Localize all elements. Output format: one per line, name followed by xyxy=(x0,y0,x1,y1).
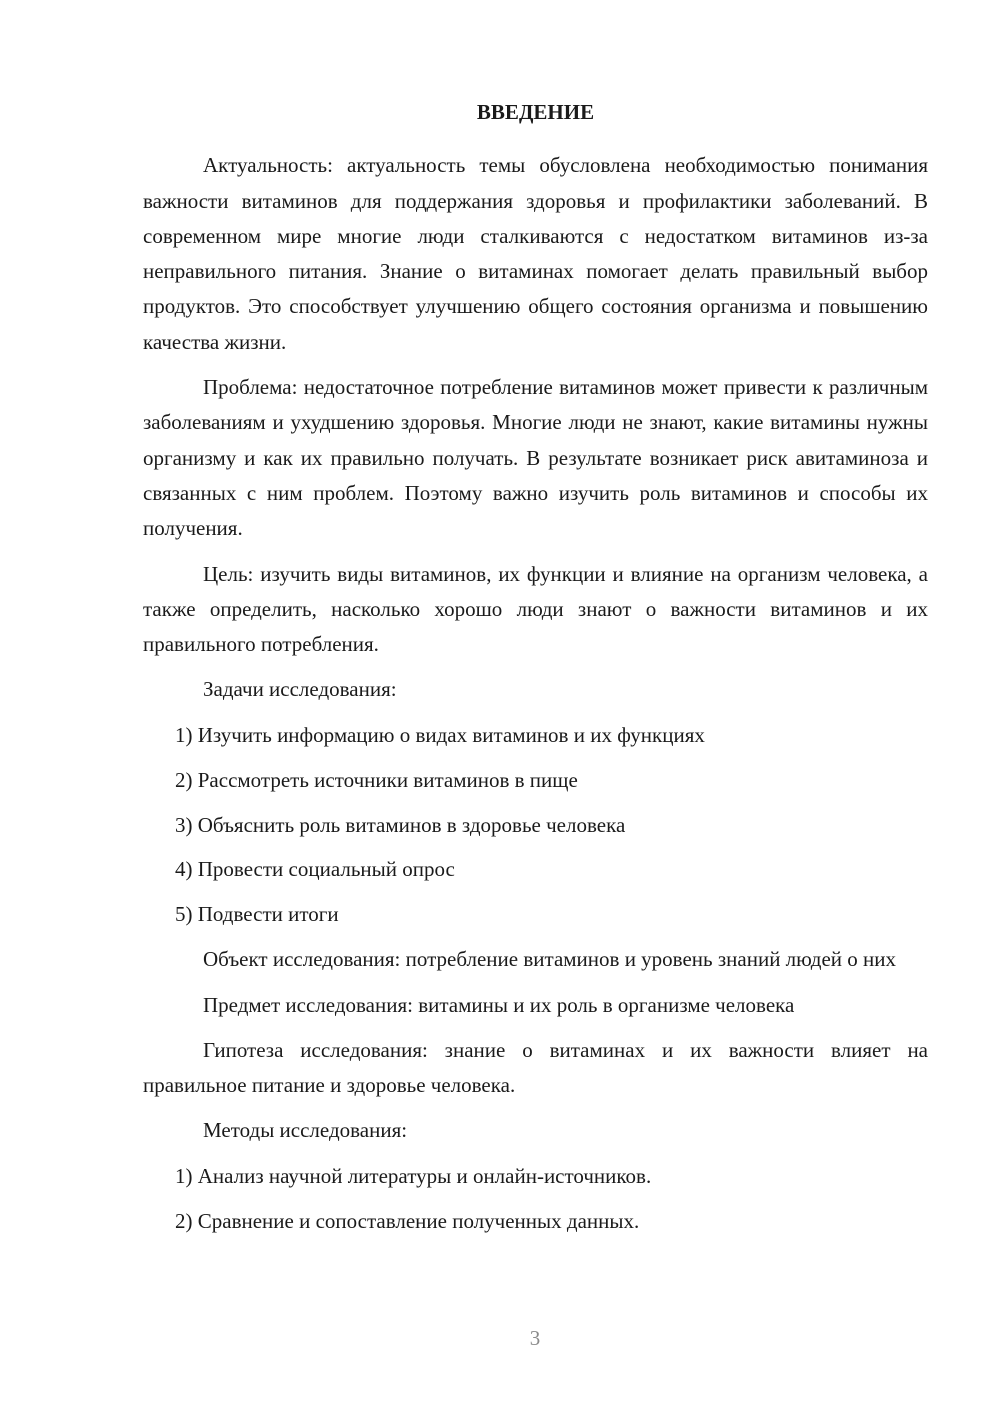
problem-paragraph: Проблема: недостаточное потребление витаминов может привести к различным заболеваниям и ухудшению здоровья. Многие люди не знают, какие витамины нужны организму и как их правильно получать. В результате возникает риск авитаминоза и связанных с ним проблем. Поэтому важно изучить роль витаминов и способы их получения. xyxy=(143,375,928,541)
goal-paragraph: Цель: изучить виды витаминов, их функции и влияние на организм человека, а также определить, насколько хорошо люди знают о важности витаминов и их правильного потребления. xyxy=(143,561,928,657)
list-item: 3) Объяснить роль витаминов в здоровье человека xyxy=(175,812,626,837)
object-paragraph: Объект исследования: потребление витаминов и уровень знаний людей о них xyxy=(203,947,896,972)
list-item: 1) Анализ научной литературы и онлайн-источников. xyxy=(175,1163,652,1188)
list-item: 1) Изучить информацию о видах витаминов и их функциях xyxy=(175,722,705,747)
hypothesis-paragraph: Гипотеза исследования: знание о витаминах и их важности влияет на правильное питание и здоровье человека. xyxy=(143,1037,928,1098)
relevance-paragraph: Актуальность: актуальность темы обусловлена необходимостью понимания важности витаминов для поддержания здоровья и профилактики заболеваний. В современном мире многие люди сталкиваются с недостатком витаминов из-за неправильного питания. Знание о витаминах помогает делать правильный выбор продуктов. Это способствует улучшению общего состояния организма и повышению качества жизни. xyxy=(143,153,928,354)
list-item: 2) Рассмотреть источники витаминов в пище xyxy=(175,767,578,792)
list-item: 5) Подвести итоги xyxy=(175,902,339,927)
tasks-list xyxy=(143,718,928,933)
page-number: 3 xyxy=(529,1326,541,1350)
methods-list xyxy=(143,1159,928,1239)
section-title: ВВЕДЕНИЕ xyxy=(476,100,595,124)
list-item: 4) Провести социальный опрос xyxy=(175,857,455,882)
methods-heading: Методы исследования: xyxy=(203,1118,408,1143)
tasks-heading: Задачи исследования: xyxy=(203,677,397,702)
subject-paragraph: Предмет исследования: витамины и их роль в организме человека xyxy=(203,992,795,1017)
document-page xyxy=(143,95,928,1248)
list-item: 2) Сравнение и сопоставление полученных данных. xyxy=(175,1208,640,1233)
